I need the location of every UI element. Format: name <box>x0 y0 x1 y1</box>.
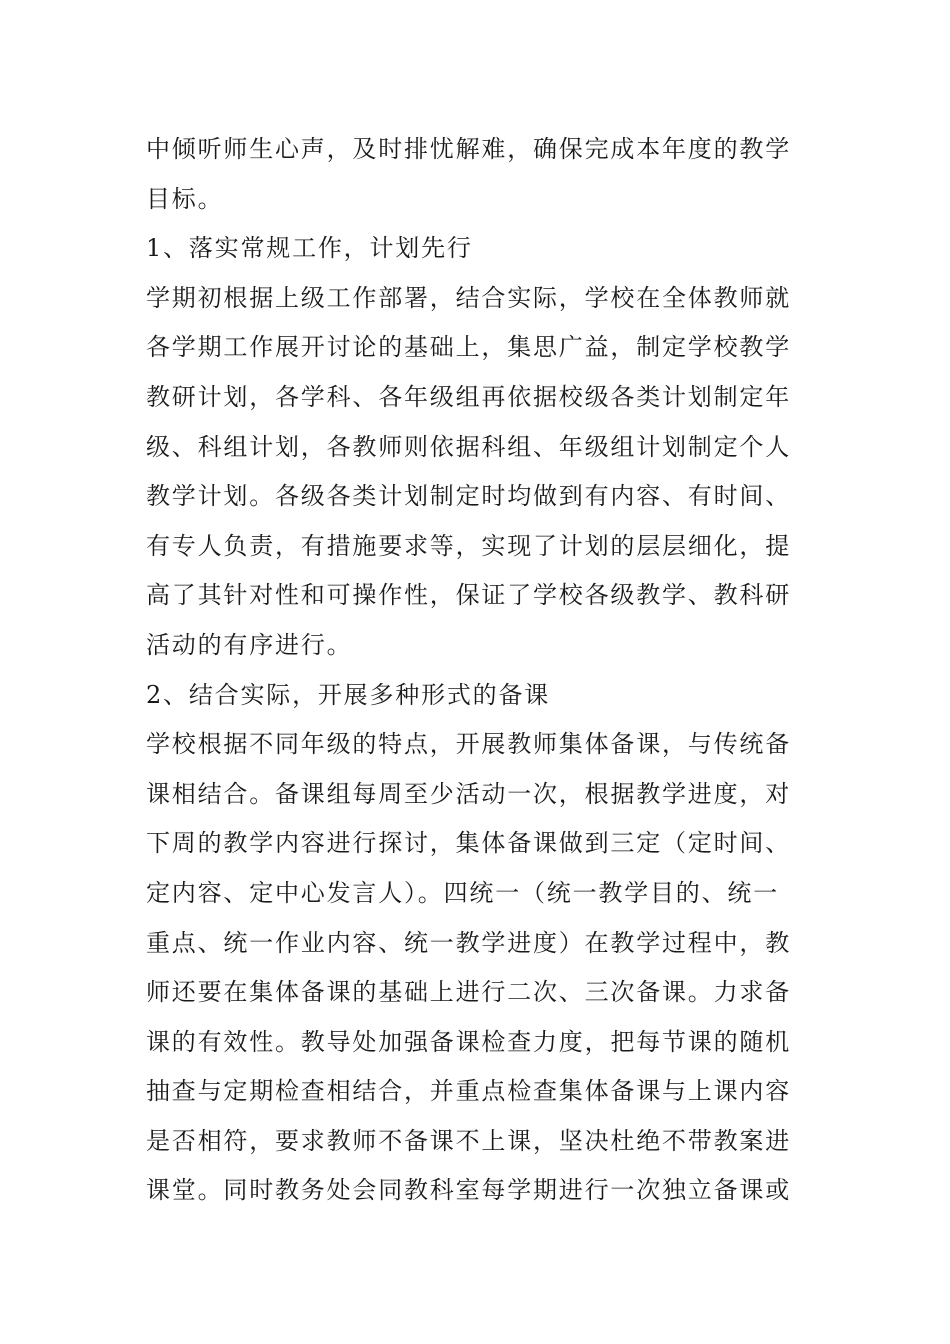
text-line: 学校根据不同年级的特点，开展教师集体备课，与传统备 <box>146 730 791 759</box>
text-line: 课的有效性。教导处加强备课检查力度，把每节课的随机 <box>146 1027 791 1056</box>
text-line: 中倾听师生心声，及时排忧解难，确保完成本年度的教学 <box>146 135 791 163</box>
section-heading: 1、落实常规工作，计划先行 <box>146 234 473 263</box>
text-line: 目标。 <box>146 184 224 213</box>
text-line: 课堂。同时教务处会同教科室每学期进行一次独立备课或 <box>146 1176 791 1205</box>
text-line: 活动的有序进行。 <box>146 630 353 659</box>
text-line: 下周的教学内容进行探讨，集体备课做到三定（定时间、 <box>146 829 791 858</box>
text-line: 各学期工作展开讨论的基础上，集思广益，制定学校教学 <box>146 333 791 362</box>
text-line: 师还要在集体备课的基础上进行二次、三次备课。力求备 <box>146 978 791 1007</box>
text-line: 学期初根据上级工作部署，结合实际，学校在全体教师就 <box>146 283 791 312</box>
text-line: 高了其针对性和可操作性，保证了学校各级教学、教科研 <box>146 581 791 610</box>
text-line: 有专人负责，有措施要求等，实现了计划的层层细化，提 <box>146 531 791 560</box>
text-line: 是否相符，要求教师不备课不上课，坚决杜绝不带教案进 <box>146 1126 791 1155</box>
text-line: 级、科组计划，各教师则依据科组、年级组计划制定个人 <box>146 432 791 461</box>
text-line: 教研计划，各学科、各年级组再依据校级各类计划制定年 <box>146 382 791 411</box>
text-line: 定内容、定中心发言人）。四统一（统一教学目的、统一 <box>146 878 779 907</box>
section-heading: 2、结合实际，开展多种形式的备课 <box>146 680 551 709</box>
text-line: 课相结合。备课组每周至少活动一次，根据教学进度，对 <box>146 779 791 808</box>
text-line: 教学计划。各级各类计划制定时均做到有内容、有时间、 <box>146 482 791 511</box>
text-line: 重点、统一作业内容、统一教学进度）在教学过程中，教 <box>146 928 791 957</box>
body-text <box>146 125 806 1216</box>
text-line: 抽查与定期检查相结合，并重点检查集体备课与上课内容 <box>146 1077 791 1106</box>
